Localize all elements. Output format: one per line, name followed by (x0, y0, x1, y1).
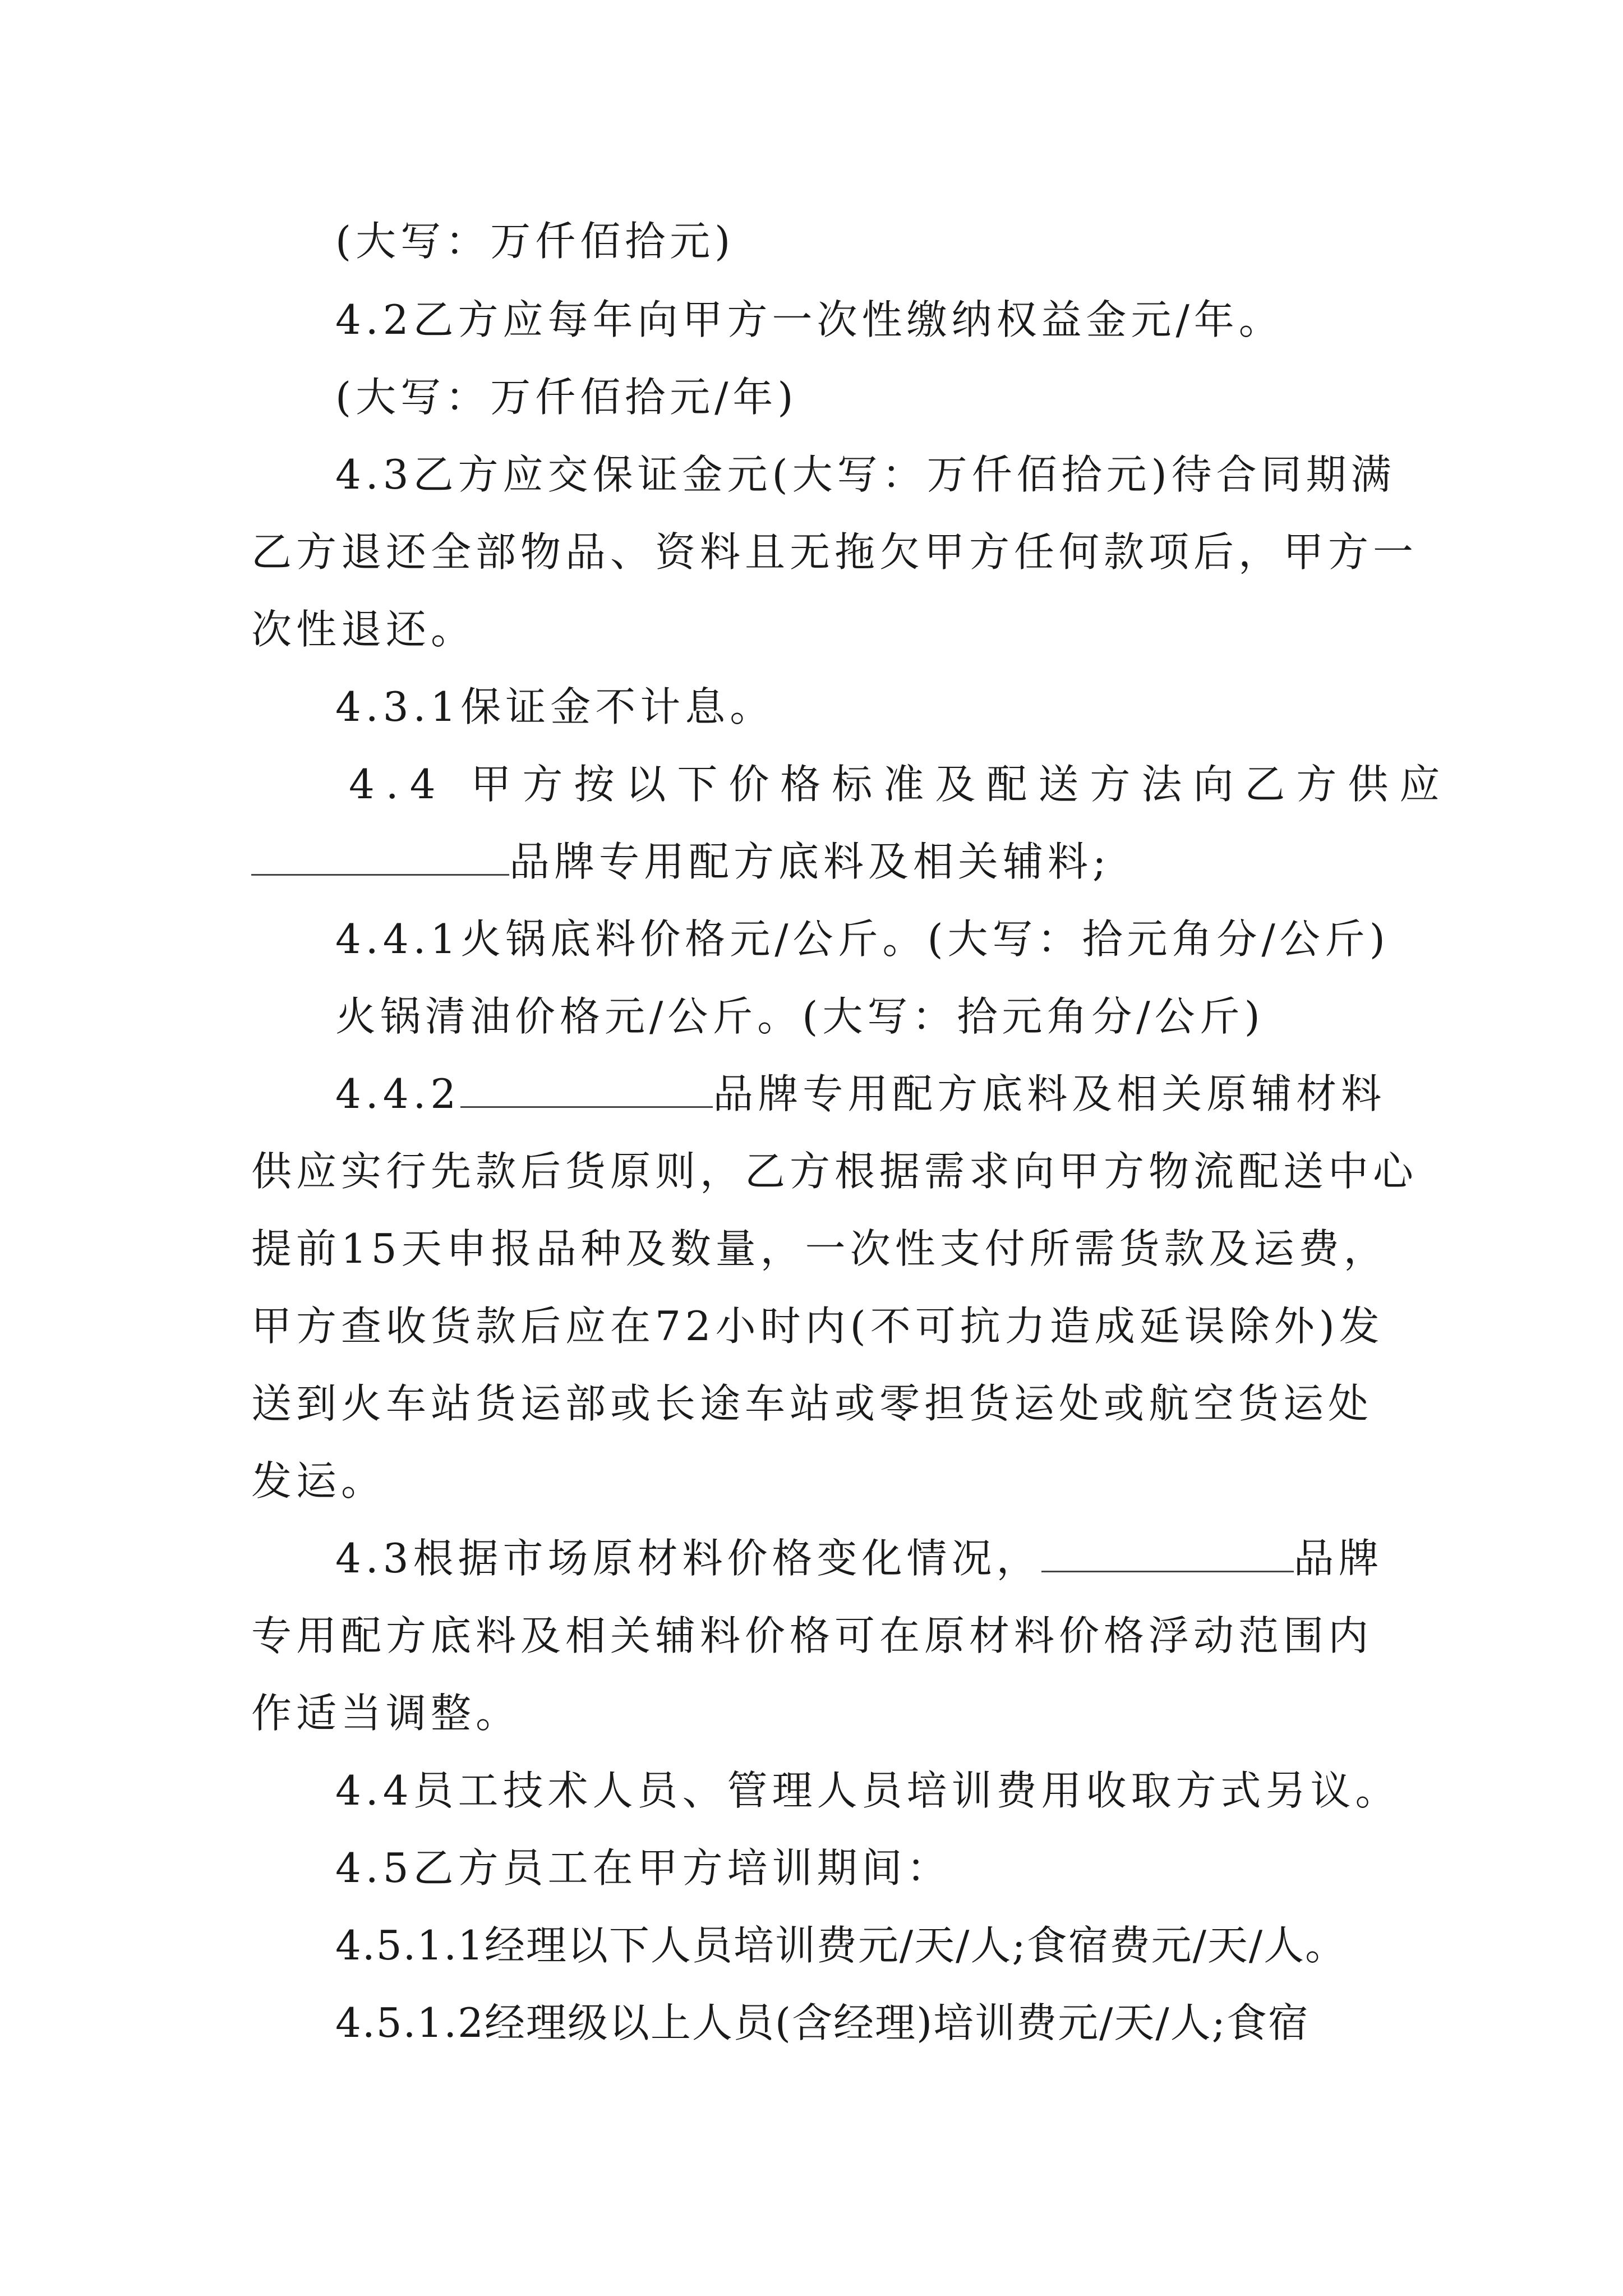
line-text: 4.5.1.2经理级以上人员(含经理)培训费元/天/人;食宿 (335, 1999, 1310, 2046)
fill-in-blank (1041, 1522, 1294, 1572)
line-text: 4.4员工技术人员、管理人员培训费用收取方式另议。 (335, 1767, 1400, 1814)
line-text: (大写：万仟佰拾元) (335, 218, 735, 265)
line-text: 甲方查收货款后应在72小时内(不可抗力造成延误除外)发 (251, 1303, 1384, 1350)
line-text: 4.4 甲方按以下价格标准及配送方法向乙方供应 (349, 761, 1451, 808)
text-line (335, 1906, 1384, 1985)
text-line (335, 1519, 1384, 1598)
text-line (335, 202, 1384, 280)
line-text: 作适当调整。 (251, 1690, 521, 1737)
text-line (251, 1674, 1384, 1752)
text-line (251, 1596, 1384, 1675)
text-line (335, 1751, 1400, 1830)
text-line (335, 1829, 1384, 1907)
text-line (335, 668, 1384, 746)
line-text: 发运。 (251, 1457, 386, 1504)
line-text: 4.4.1火锅底料价格元/公斤。(大写：拾元角分/公斤) (335, 915, 1390, 963)
line-text: 4.3根据市场原材料价格变化情况， (335, 1535, 1041, 1582)
line-text: 次性退还。 (251, 606, 476, 653)
text-line (251, 590, 1384, 669)
fill-in-blank (251, 826, 509, 876)
line-text: 4.3.1保证金不计息。 (335, 683, 775, 730)
line-text: 供应实行先款后货原则，乙方根据需求向甲方物流配送中心 (251, 1148, 1418, 1195)
line-text: 专用配方底料及相关辅料价格可在原材料价格浮动范围内 (251, 1612, 1373, 1659)
text-line (335, 1055, 1384, 1133)
line-text: 品牌 (1293, 1535, 1384, 1582)
fill-in-blank (460, 1058, 713, 1108)
line-text: 4.5.1.1经理以下人员培训费元/天/人;食宿费元/天/人。 (335, 1922, 1347, 1969)
line-text: 4.3乙方应交保证金元(大写：万仟佰拾元)待合同期满 (335, 451, 1396, 498)
text-line (251, 1287, 1384, 1365)
text-line (251, 1132, 1418, 1211)
line-text: 提前15天申报品种及数量，一次性支付所需货款及运费， (251, 1225, 1389, 1272)
line-text: (大写：万仟佰拾元/年) (335, 374, 798, 421)
text-line (251, 1209, 1389, 1288)
text-line (335, 280, 1384, 359)
text-line (251, 1442, 1384, 1520)
line-text: 火锅清油价格元/公斤。(大写：拾元角分/公斤) (335, 993, 1265, 1040)
line-text: 4.5乙方员工在甲方培训期间： (335, 1844, 952, 1892)
line-text: 乙方退还全部物品、资料且无拖欠甲方任何款项后，甲方一 (251, 528, 1418, 576)
text-line (335, 900, 1390, 978)
text-line (335, 1984, 1384, 2062)
line-text: 4.2乙方应每年向甲方一次性缴纳权益金元/年。 (335, 296, 1284, 343)
text-line (251, 822, 1384, 901)
line-text: 品牌专用配方底料及相关辅料; (509, 838, 1111, 885)
line-text: 送到火车站货运部或长途车站或零担货运处或航空货运处 (251, 1380, 1373, 1427)
line-text: 4.4.2 (335, 1070, 461, 1117)
text-line (335, 435, 1396, 514)
text-line (335, 977, 1384, 1056)
text-line (251, 1364, 1384, 1443)
text-line (251, 513, 1418, 591)
line-text: 品牌专用配方底料及相关原辅材料 (713, 1070, 1386, 1117)
text-line (349, 745, 1451, 823)
text-line (335, 358, 1384, 436)
